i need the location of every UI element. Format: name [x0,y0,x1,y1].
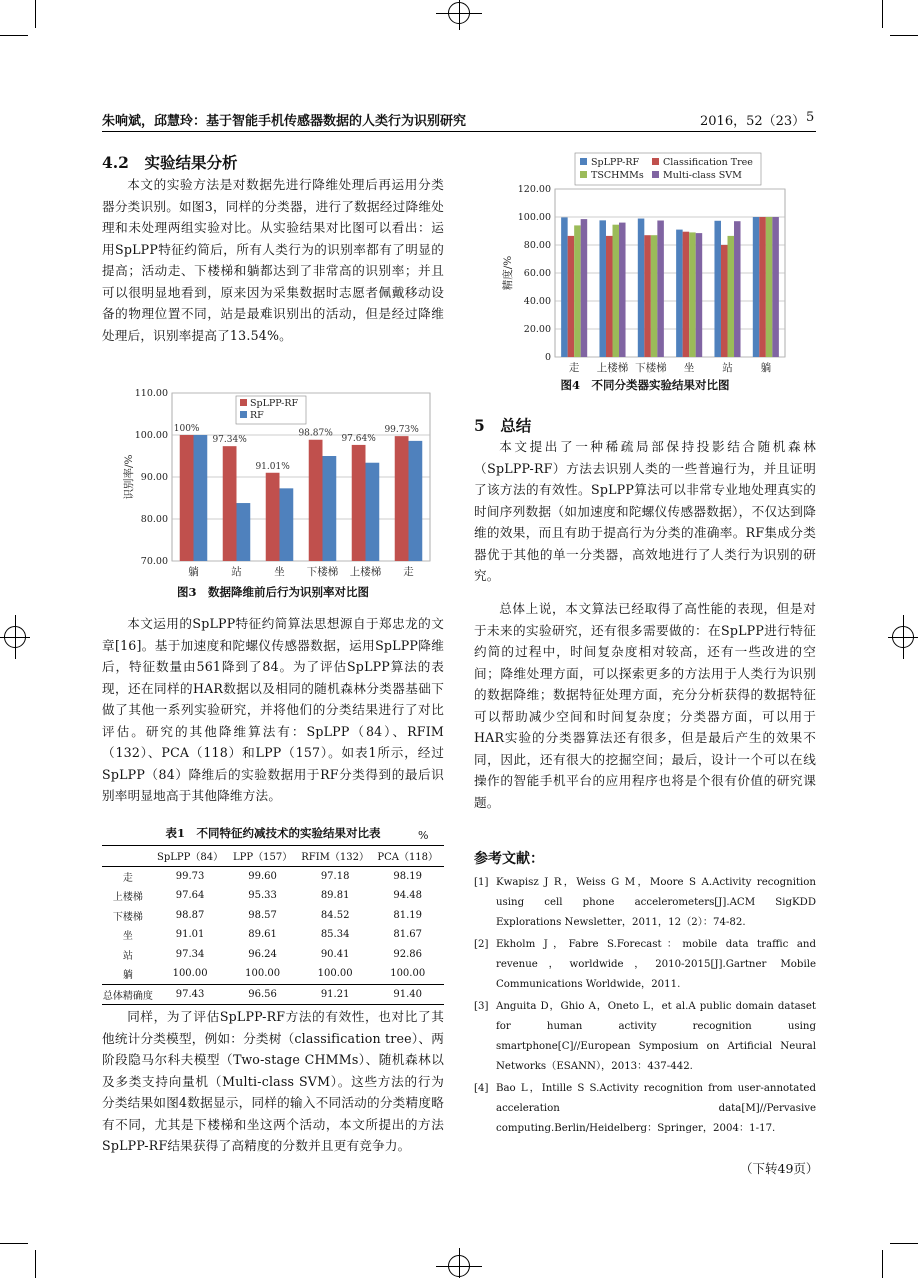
row-label: 总体精确度 [102,984,154,1005]
y-tick-label: 80.00 [140,514,168,525]
table-cell: 91.40 [371,984,444,1005]
column-header [102,846,154,867]
paragraph-text: 本文提出了一种稀疏局部保持投影结合随机森林（SpLPP-RF）方法去识别人类的一些普遍行为，并且证明了该方法的有效性。SpLPP算法可以非常专业地处理真实的时间序列数据（如加速度和陀螺仪传感器数据），不仅达到降维的效果，而且有助于提高行为分类的准确率。RF集成分类器优于其他的单一分类器，高效地进行了人类行为识别的研究。 [474,439,816,583]
section-5-para-2 [474,598,816,813]
table-cell: 81.19 [393,909,423,921]
table-cell: 97.34 [175,948,205,960]
bar [728,236,735,357]
crop-mark [890,35,918,36]
crop-mark [903,615,904,659]
column-header: SpLPP（84） [154,846,227,867]
bar [657,221,664,358]
table-cell: 92.86 [393,948,423,960]
bar [613,225,620,357]
legend-swatch [652,171,659,178]
x-tick-label: 走 [403,566,414,578]
bar [574,225,581,357]
bar [352,445,366,561]
bar [366,463,380,561]
row-label: 上楼梯 [112,892,143,904]
table-cell: 81.67 [393,929,423,941]
data-label: 97.64% [341,433,376,444]
legend-label: SpLPP-RF [591,157,640,168]
section-4-2-para-2 [102,613,444,807]
journal-info: 2016，52（23） [700,114,806,129]
x-tick-label: 上楼梯 [596,362,629,374]
table-row [102,964,444,984]
y-tick-label: 100.00 [134,430,168,441]
y-tick-label: 100.00 [517,212,551,223]
reference-text: Kwapisz J R，Weiss G M，Moore S A.Activity recognition using cell phone accelerometers[J].ACM SigKDD Explorations Newsletter，2011，12（2）：74-82. [496,877,816,928]
bar [766,217,773,357]
table-cell: 100.00 [245,968,281,980]
reference-item [474,935,816,995]
column-header: RFIM（132） [299,846,372,867]
page-number: 5 [806,110,815,125]
legend-label: SpLPP-RF [250,398,299,409]
bar [753,217,760,357]
x-tick-label: 上楼梯 [349,566,382,578]
y-tick-label: 0 [544,352,551,363]
y-tick-label: 90.00 [140,472,168,483]
reference-number: [2] [474,939,489,950]
table1-unit: % [418,829,429,842]
x-tick-label: 坐 [683,362,695,374]
table-cell: 89.61 [248,929,277,941]
bar [599,220,606,357]
header-rule [102,131,816,132]
paragraph-text: 本文的实验方法是对数据先进行降维处理后再运用分类器分类识别。如图3，同样的分类器，进行了数据经过降维处理和未处理两组实验对比。从实验结果对比图可以看出：运用SpLPP特征约简后，所有人类行为的识别率都有了明显的提高；活动走、下楼梯和躺都达到了非常高的识别率；并且可以很明显地看到，原来因为采集数据时志愿者佩戴移动设备的物理位置不同，站是最难识别出的活动，但是经过降维处理后，识别率提高了13.54%。 [102,177,444,343]
table-row [102,945,444,965]
crop-mark [882,0,883,28]
table-cell: 91.21 [299,984,372,1005]
x-tick-label: 走 [568,362,580,374]
table-cell: 100.00 [317,968,353,980]
y-tick-label: 70.00 [140,556,168,567]
x-tick-label: 躺 [760,362,772,374]
table-cell: 94.48 [393,890,423,902]
table1-title: 表1 不同特征约减技术的实验结果对比表 [165,826,381,840]
reference-item [474,1079,816,1139]
references-list [474,873,816,1141]
y-tick-label: 20.00 [523,324,551,335]
row-label: 下楼梯 [112,911,143,923]
y-axis-label: 精度/% [502,255,514,291]
crop-mark [890,1243,918,1244]
legend-swatch [580,171,587,178]
section-heading-4-2: 4.2 实验结果分析 [102,153,238,172]
table-cell: 100.00 [172,968,208,980]
table-cell: 97.43 [154,984,227,1005]
y-axis-label: 识别率/% [123,454,135,500]
table-cell: 89.81 [320,890,350,902]
table-cell: 98.19 [393,870,423,882]
y-tick-label: 60.00 [523,268,551,279]
paragraph-text: 总体上说，本文算法已经取得了高性能的表现，但是对于未来的实验研究，还有很多需要做的：在SpLPP进行特征约简的过程中，时间复杂度相对较高，还有一些改进的空间；降维处理方面，可以探索更多的方法用于人类行为识别的数据降维；数据特征处理方面，充分分析获得的数据特征可以帮助减少空间和时间复杂度；分类器方面，可以用于HAR实验的分类器算法还有很多，但是最后产生的效果不同，因此，还有很大的挖掘空间；最后，设计一个可以在线操作的智能手机平台的应用程序也将是个很有价值的研究课题。 [474,601,816,810]
table-cell: 98.87 [175,909,205,921]
row-label: 走 [122,872,133,884]
paragraph-text: 本文运用的SpLPP特征约简算法思想源自于郑忠龙的文章[16]。基于加速度和陀螺仪传感器数据，运用SpLPP降维后，特征数量由561降到了84。为了评估SpLPP算法的表现，还在同样的HAR数据以及相同的随机森林分类器基础下做了其他一系列实验研究，并将他们的分类结果进行了对比评估。研究的其他降维算法有：SpLPP（84）、RFIM（132）、PCA（118）和LPP（157）。如表1所示，经过SpLPP（84）降维后的实验数据用于RF分类得到的最后识别率明显地高于其他降维方法。 [102,616,444,803]
table-cell: 84.52 [320,909,350,921]
figure4-chart [485,152,805,377]
section-4-2-para-1 [102,174,444,346]
table-cell: 85.34 [320,929,350,941]
legend-swatch [240,399,247,406]
bar [561,217,568,357]
data-label: 99.73% [384,425,419,436]
row-label: 躺 [122,970,133,982]
bar [194,435,208,561]
bar [266,473,280,561]
y-tick-label: 120.00 [517,184,551,195]
reference-number: [1] [474,877,489,888]
crop-mark [459,0,460,30]
bar [395,436,409,561]
bar [280,488,294,561]
bar [309,440,323,561]
crop-mark [436,1266,482,1267]
figure3-chart [110,383,440,583]
table1 [102,845,444,1005]
y-tick-label: 80.00 [523,240,551,251]
crop-mark [882,1250,883,1278]
bar [759,217,766,357]
reference-item [474,873,816,933]
row-label: 坐 [122,931,133,943]
column-header: LPP（157） [226,846,299,867]
table-row [102,866,444,886]
table-cell: 90.41 [320,948,350,960]
bar [638,219,645,357]
bar [180,435,194,561]
section-4-2-para-3 [102,1006,444,1157]
table-cell: 99.73 [175,870,205,882]
bar [581,219,588,357]
legend-label: TSCHMMs [591,170,644,181]
x-tick-label: 站 [722,362,733,374]
section-5-para-1 [474,436,816,587]
column-header: PCA（118） [371,846,444,867]
data-label: 97.34% [212,435,247,446]
x-tick-label: 站 [231,566,242,578]
bar [696,233,703,357]
table-cell: 91.01 [175,929,205,941]
data-label: 100% [173,424,200,434]
legend-swatch [580,158,587,165]
crop-mark [0,1243,28,1244]
bar [606,236,613,357]
legend-swatch [652,158,659,165]
legend-swatch [240,411,247,418]
bar [683,232,690,357]
reference-number: [4] [474,1083,489,1094]
bar [619,223,626,357]
references-heading: 参考文献： [474,851,544,867]
y-tick-label: 40.00 [523,296,551,307]
crop-mark [0,35,28,36]
bar [714,221,721,357]
table-cell: 100.00 [390,968,426,980]
table-cell: 96.56 [226,984,299,1005]
reference-item [474,997,816,1077]
bar [721,245,728,357]
table-row [102,984,444,1005]
continued-note: （下转49页） [740,1161,819,1176]
x-tick-label: 下楼梯 [306,566,339,578]
data-label: 91.01% [255,461,290,472]
section-heading-5: 5 总结 [474,416,532,435]
crop-mark [15,615,16,659]
x-tick-label: 下楼梯 [635,362,667,374]
bar [237,503,251,561]
table-cell: 96.24 [248,948,277,960]
bar [223,446,237,561]
x-tick-label: 坐 [274,566,285,578]
table-row [102,906,444,926]
crop-mark [459,1248,460,1278]
bar [323,456,337,561]
legend-label: Classification Tree [663,157,753,168]
table-row [102,886,444,906]
bar [734,221,741,357]
paragraph-text: 同样，为了评估SpLPP-RF方法的有效性，也对比了其他统计分类模型，例如：分类树（classification tree）、两阶段隐马尔科夫模型（Two-stage CHMMs）、随机森林以及多类支持向量机（Multi-class SVM）。这些方法的行为分类结果如图4数据显示，同样的输入不同活动的分类精度略有不同，尤其是下楼梯和坐这两个活动，本文所提出的方法SpLPP-RF结果获得了高精度的分数并且更有竞争力。 [102,1009,444,1153]
y-tick-label: 110.00 [134,388,168,399]
reference-text: Bao L，Intille S S.Activity recognition from user-annotated acceleration data[M]//Pervasive computing.Berlin/Heidelberg：Springer，2004：1-17. [496,1083,816,1134]
table-cell: 97.64 [175,890,205,902]
bar [676,230,683,357]
table-header-row [102,846,444,867]
reference-text: Anguita D，Ghio A，Oneto L，et al.A public domain dataset for human activity recognition using smartphone[C]//European Symposium on Artificial Neural Networks（ESANN），2013：437-442. [496,1001,816,1072]
crop-mark [35,0,36,28]
table-cell: 95.33 [248,890,277,902]
bar [568,236,575,357]
legend-label: Multi-class SVM [663,170,742,181]
running-header-title: 朱响斌，邱慧玲：基于智能手机传感器数据的人类行为识别研究 [102,114,467,129]
table-row [102,925,444,945]
crop-mark [436,13,482,14]
reference-number: [3] [474,1001,489,1012]
row-label: 站 [122,950,133,962]
bar [651,235,658,357]
table-cell: 98.57 [248,909,277,921]
x-tick-label: 躺 [188,566,199,578]
bar [409,441,423,561]
legend-label: RF [250,410,264,421]
bar [644,235,651,357]
bar [772,217,779,357]
reference-text: Ekholm J，Fabre S.Forecast：mobile data traffic and revenue，worldwide，2010-2015[J].Gartner Mobile Communications Worldwide，2011. [496,939,816,990]
table-cell: 97.18 [320,870,350,882]
data-label: 98.87% [298,428,333,439]
figure3-caption: 图3 数据降维前后行为识别率对比图 [177,585,369,599]
table-cell: 99.60 [248,870,277,882]
figure4-caption: 图4 不同分类器实验结果对比图 [560,378,730,392]
crop-mark [35,1250,36,1278]
bar [689,232,696,357]
